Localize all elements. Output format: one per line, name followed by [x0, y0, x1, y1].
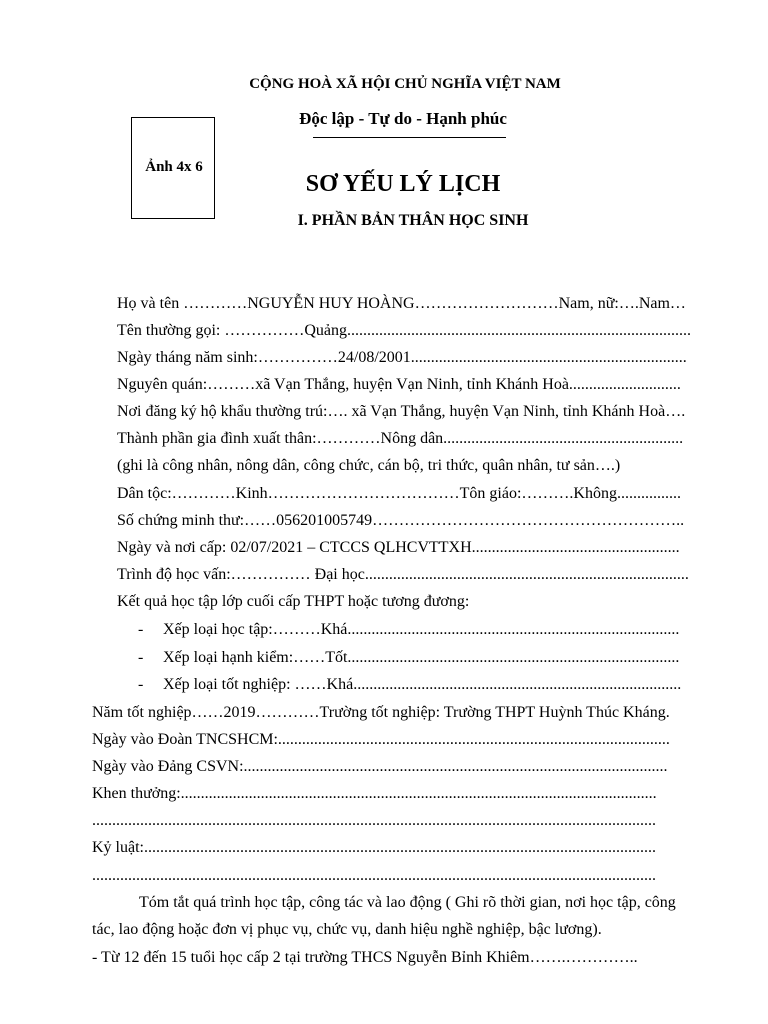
- field-hometown: Nguyên quán:………xã Vạn Thắng, huyện Vạn Ninh, tỉnh Khánh Hoà............................: [117, 376, 681, 393]
- family-background-note: (ghi là công nhân, nông dân, công chức, cán bộ, tri thức, quân nhân, tư sản….): [117, 457, 621, 474]
- country-header: CỘNG HOÀ XÃ HỘI CHỦ NGHĨA VIỆT NAM: [249, 76, 561, 92]
- field-rewards-continued: .............................................................................................................................................: [92, 812, 656, 829]
- list-dash: -: [138, 676, 144, 693]
- field-discipline-continued: .............................................................................................................................................: [92, 867, 656, 884]
- field-conduct-rank: Xếp loại hạnh kiểm:……Tốt...................................................................................: [163, 649, 680, 666]
- field-education-level: Trình độ học vấn:…………… Đại học.................................................................................: [117, 566, 689, 583]
- list-dash: -: [138, 649, 144, 666]
- motto-underline: [313, 137, 506, 138]
- field-id-number: Số chứng minh thư:……056201005749…………………………………………………..: [117, 512, 685, 529]
- photo-placeholder-box: [131, 117, 215, 219]
- field-family-background: Thành phần gia đình xuất thân:…………Nông dân............................................................: [117, 430, 684, 447]
- list-dash: -: [138, 621, 144, 638]
- summary-line-2: tác, lao động hoặc đơn vị phục vụ, chức vụ, danh hiệu nghề nghiệp, bậc lương).: [92, 921, 602, 938]
- field-discipline: Kỷ luật:................................................................................................................................: [92, 839, 656, 856]
- field-rewards: Khen thưởng:.......................................................................................................................: [92, 785, 657, 802]
- field-party-date: Ngày vào Đảng CSVN:..........................................................................................................: [92, 758, 668, 775]
- field-ethnicity-religion: Dân tộc:…………Kinh………………………………Tôn giáo:……….Không................: [117, 485, 681, 502]
- motto-header: Độc lập - Tự do - Hạnh phúc: [299, 109, 507, 128]
- field-birth-date: Ngày tháng năm sinh:……………24/08/2001.....................................................................: [117, 349, 687, 366]
- field-graduation-year: Năm tốt nghiệp……2019…………Trường tốt nghiệp: Trường THPT Huỳnh Thúc Kháng.: [92, 704, 670, 721]
- field-full-name: Họ và tên …………NGUYỄN HUY HOÀNG………………………Nam, nữ:….Nam…: [117, 295, 686, 312]
- photo-placeholder-label: Ảnh 4x 6: [145, 159, 203, 175]
- field-issue-date-place: Ngày và nơi cấp: 02/07/2021 – CTCCS QLHCVTTXH....................................................: [117, 539, 680, 556]
- results-heading: Kết quả học tập lớp cuối cấp THPT hoặc tương đương:: [117, 593, 470, 610]
- field-youth-union-date: Ngày vào Đoàn TNCSHCM:..................................................................................................: [92, 731, 670, 748]
- summary-line-1: Tóm tắt quá trình học tập, công tác và lao động ( Ghi rõ thời gian, nơi học tập, công: [139, 894, 676, 911]
- document-title: SƠ YẾU LÝ LỊCH: [305, 171, 501, 197]
- field-nickname: Tên thường gọi: ……………Quảng......................................................................................: [117, 322, 691, 339]
- field-graduation-rank: Xếp loại tốt nghiệp: ……Khá..................................................................................: [163, 676, 682, 693]
- section-title: I. PHẦN BẢN THÂN HỌC SINH: [297, 212, 529, 229]
- history-entry-1: - Từ 12 đến 15 tuổi học cấp 2 tại trường THCS Nguyễn Bỉnh Khiêm…….…………..: [92, 949, 638, 966]
- field-residence: Nơi đăng ký hộ khẩu thường trú:…. xã Vạn Thắng, huyện Vạn Ninh, tỉnh Khánh Hoà….: [117, 403, 686, 420]
- field-academic-rank: Xếp loại học tập:………Khá...................................................................................: [163, 621, 680, 638]
